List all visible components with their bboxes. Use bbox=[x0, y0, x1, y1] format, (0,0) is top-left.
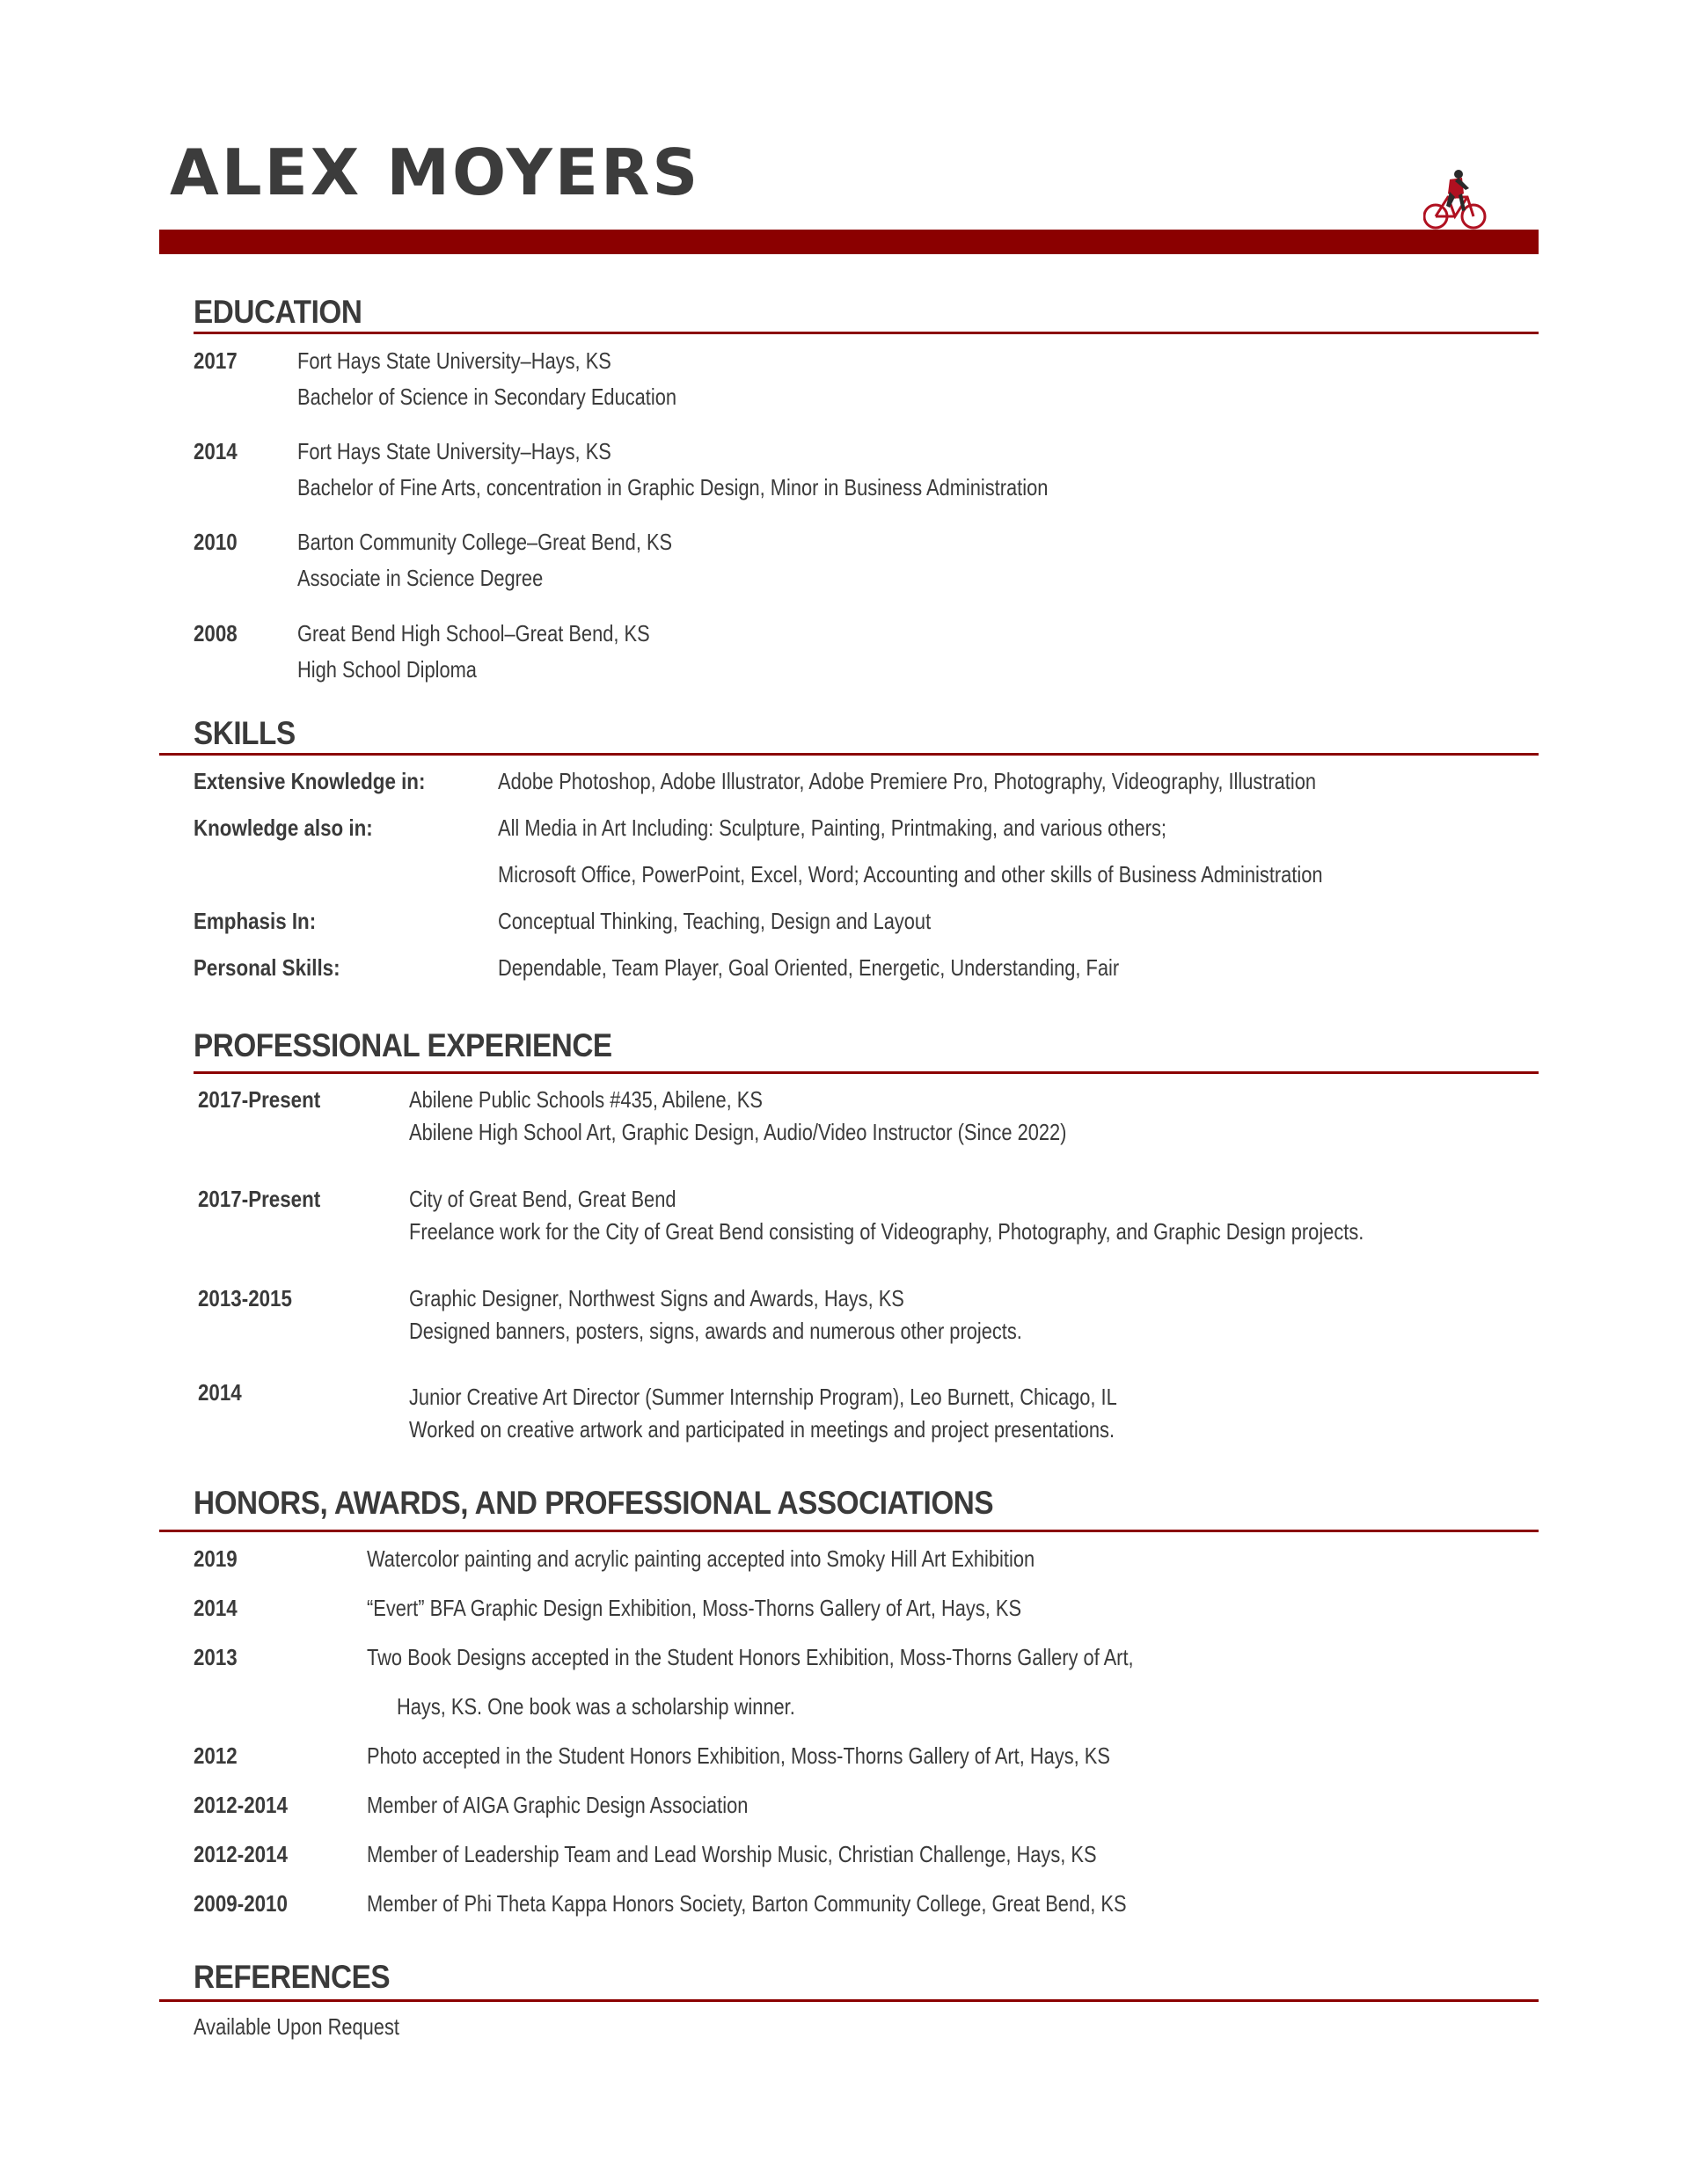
experience-dates: 2017-Present bbox=[198, 1086, 321, 1113]
education-degree: Associate in Science Degree bbox=[297, 565, 544, 591]
skills-heading: SKILLS bbox=[194, 715, 296, 751]
honor-text: Member of Leadership Team and Lead Worship Music, Christian Challenge, Hays, KS bbox=[367, 1841, 1097, 1867]
cyclist-icon bbox=[1423, 167, 1487, 232]
education-heading: EDUCATION bbox=[194, 294, 362, 330]
skills-rule bbox=[159, 753, 1539, 756]
honor-text: “Evert” BFA Graphic Design Exhibition, Moss-Thorns Gallery of Art, Hays, KS bbox=[367, 1595, 1022, 1621]
education-degree: Bachelor of Fine Arts, concentration in Graphic Design, Minor in Business Administration bbox=[297, 474, 1049, 500]
honor-year: 2019 bbox=[194, 1545, 238, 1572]
experience-dates: 2017-Present bbox=[198, 1186, 321, 1212]
honor-text: Watercolor painting and acrylic painting accepted into Smoky Hill Art Exhibition bbox=[367, 1545, 1035, 1572]
honor-year: 2012-2014 bbox=[194, 1841, 288, 1867]
experience-description: Abilene High School Art, Graphic Design, Audio/Video Instructor (Since 2022) bbox=[409, 1119, 1067, 1145]
honor-text: Member of Phi Theta Kappa Honors Society, Barton Community College, Great Bend, KS bbox=[367, 1890, 1127, 1917]
honor-year: 2014 bbox=[194, 1595, 238, 1621]
skill-label: Extensive Knowledge in: bbox=[194, 768, 426, 794]
skill-label: Knowledge also in: bbox=[194, 814, 373, 841]
honor-text: Two Book Designs accepted in the Student Honors Exhibition, Moss-Thorns Gallery of Art, bbox=[367, 1644, 1134, 1670]
education-year: 2008 bbox=[194, 620, 238, 646]
experience-title: Abilene Public Schools #435, Abilene, KS bbox=[409, 1086, 763, 1113]
education-year: 2010 bbox=[194, 529, 238, 555]
education-rule bbox=[194, 332, 1539, 334]
honor-year: 2012-2014 bbox=[194, 1792, 288, 1818]
skill-label: Emphasis In: bbox=[194, 908, 317, 934]
skill-label: Personal Skills: bbox=[194, 954, 340, 981]
experience-heading: PROFESSIONAL EXPERIENCE bbox=[194, 1027, 612, 1063]
experience-title: Graphic Designer, Northwest Signs and Awards, Hays, KS bbox=[409, 1285, 904, 1311]
honor-year: 2009-2010 bbox=[194, 1890, 288, 1917]
honor-text: Photo accepted in the Student Honors Exhibition, Moss-Thorns Gallery of Art, Hays, KS bbox=[367, 1742, 1110, 1769]
experience-dates: 2013-2015 bbox=[198, 1285, 292, 1311]
education-school: Barton Community College–Great Bend, KS bbox=[297, 529, 673, 555]
skill-value: Microsoft Office, PowerPoint, Excel, Word; Accounting and other skills of Business Administration bbox=[498, 861, 1323, 887]
education-school: Great Bend High School–Great Bend, KS bbox=[297, 620, 650, 646]
experience-title: Junior Creative Art Director (Summer Internship Program), Leo Burnett, Chicago, IL bbox=[409, 1384, 1117, 1410]
honor-year: 2013 bbox=[194, 1644, 238, 1670]
skill-value: Conceptual Thinking, Teaching, Design and Layout bbox=[498, 908, 932, 934]
experience-description: Worked on creative artwork and participated in meetings and project presentations. bbox=[409, 1416, 1115, 1443]
references-heading: REFERENCES bbox=[194, 1959, 391, 1995]
header-bar bbox=[159, 230, 1539, 254]
references-rule bbox=[159, 1999, 1539, 2002]
honor-text: Member of AIGA Graphic Design Association bbox=[367, 1792, 749, 1818]
honor-text: Hays, KS. One book was a scholarship winner. bbox=[397, 1693, 795, 1720]
honor-year: 2012 bbox=[194, 1742, 238, 1769]
education-year: 2017 bbox=[194, 347, 238, 374]
skill-value: Adobe Photoshop, Adobe Illustrator, Adobe Premiere Pro, Photography, Videography, Illustration bbox=[498, 768, 1317, 794]
experience-description: Freelance work for the City of Great Bend consisting of Videography, Photography, and Graphic Design projects. bbox=[409, 1218, 1364, 1245]
education-year: 2014 bbox=[194, 438, 238, 464]
honors-rule bbox=[159, 1530, 1539, 1532]
experience-dates: 2014 bbox=[198, 1379, 242, 1406]
education-school: Fort Hays State University–Hays, KS bbox=[297, 438, 611, 464]
skill-value: Dependable, Team Player, Goal Oriented, Energetic, Understanding, Fair bbox=[498, 954, 1120, 981]
education-school: Fort Hays State University–Hays, KS bbox=[297, 347, 611, 374]
skill-value: All Media in Art Including: Sculpture, Painting, Printmaking, and various others; bbox=[498, 814, 1166, 841]
experience-description: Designed banners, posters, signs, awards and numerous other projects. bbox=[409, 1318, 1022, 1344]
resume-name: ALEX MOYERS bbox=[170, 135, 701, 209]
education-degree: Bachelor of Science in Secondary Education bbox=[297, 383, 676, 410]
experience-rule bbox=[194, 1071, 1539, 1074]
honors-heading: HONORS, AWARDS, AND PROFESSIONAL ASSOCIATIONS bbox=[194, 1485, 994, 1521]
references-text: Available Upon Request bbox=[194, 2013, 399, 2040]
experience-title: City of Great Bend, Great Bend bbox=[409, 1186, 676, 1212]
education-degree: High School Diploma bbox=[297, 656, 477, 683]
